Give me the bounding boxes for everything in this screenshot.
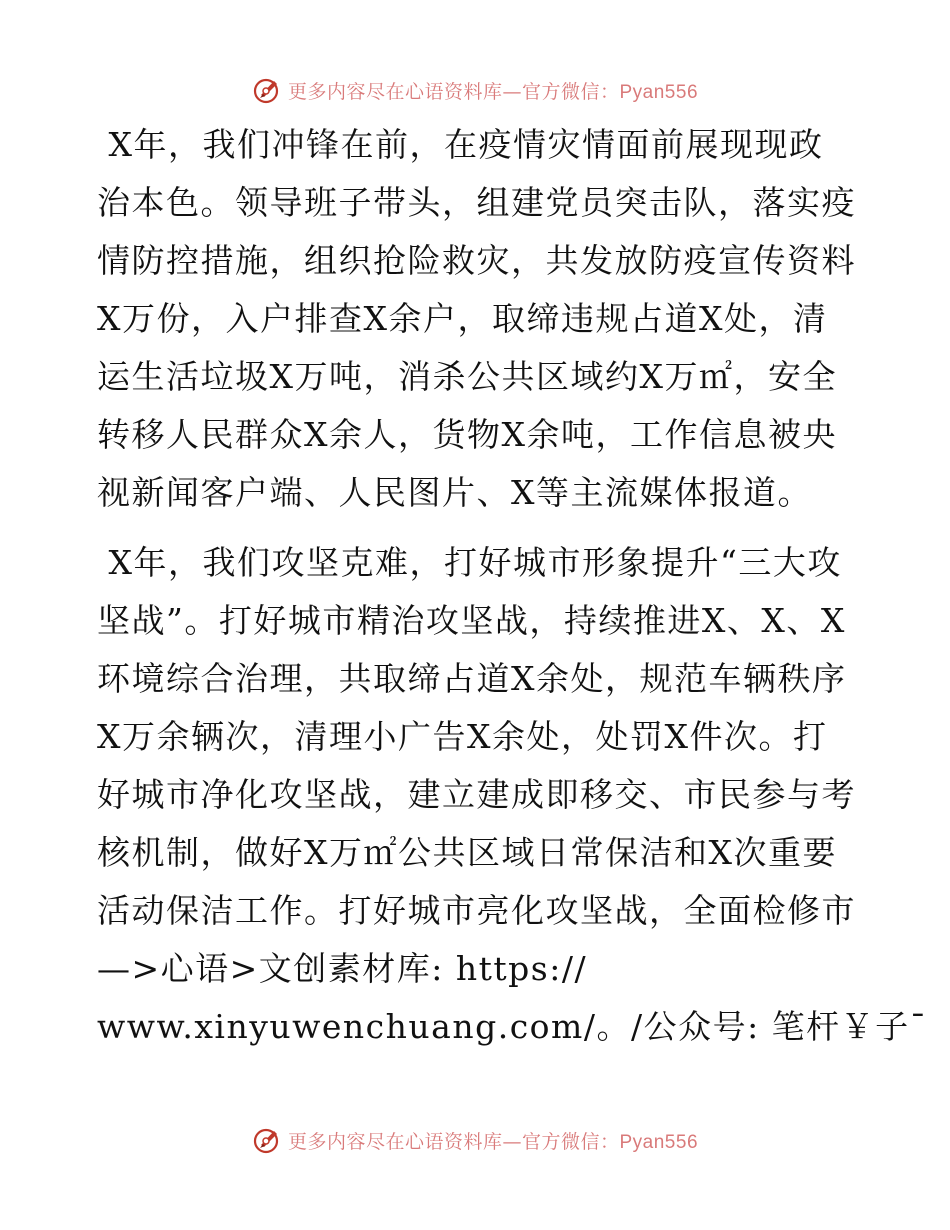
source-line-2: www.xinyuwenchuang.com/。/公众号: 笔杆￥子¯ [97,1007,928,1046]
source-line-1: —>心语>文创素材库: https:// [97,949,588,988]
footer-banner-inner [252,1125,698,1155]
header-banner-id: Pyan556 [619,81,699,103]
footer-banner-id: Pyan556 [619,1131,699,1153]
quill-logo-icon [252,1125,282,1155]
paragraph-2: X年，我们攻坚克难，打好城市形象提升“三大攻坚战”。打好城市精治攻坚战，持续推进X、X、X环境综合治理，共取缔占道X余处，规范车辆秩序X万余辆次，清理小广告X余处，处罚X件次。打好城市净化攻坚战，建立建成即移交、市民参与考核机制，做好X万㎡公共区域日常保洁和X次重要活动保洁工作。打好城市亮化攻坚战，全面检修市 [97,543,856,930]
footer-banner-text [288,1127,698,1154]
footer-banner-cn: 更多内容尽在心语资料库—官方微信： [287,1130,620,1153]
quill-logo-icon [252,75,282,105]
paragraph-1: X年，我们冲锋在前，在疫情灾情面前展现现政治本色。领导班子带头，组建党员突击队，落实疫情防控措施，组织抢险救灾，共发放防疫宣传资料X万份，入户排查X余户，取缔违规占道X处，清运生活垃圾X万吨，消杀公共区域约X万㎡，安全转移人民群众X余人，货物X余吨，工作信息被央视新闻客户端、人民图片、X等主流媒体报道。 [97,125,856,512]
header-banner-inner [252,75,698,105]
header-banner-cn: 更多内容尽在心语资料库—官方微信： [287,80,620,103]
header-banner [0,70,950,110]
footer-banner [0,1120,950,1160]
document-body [97,116,928,1056]
header-banner-text [288,77,698,104]
